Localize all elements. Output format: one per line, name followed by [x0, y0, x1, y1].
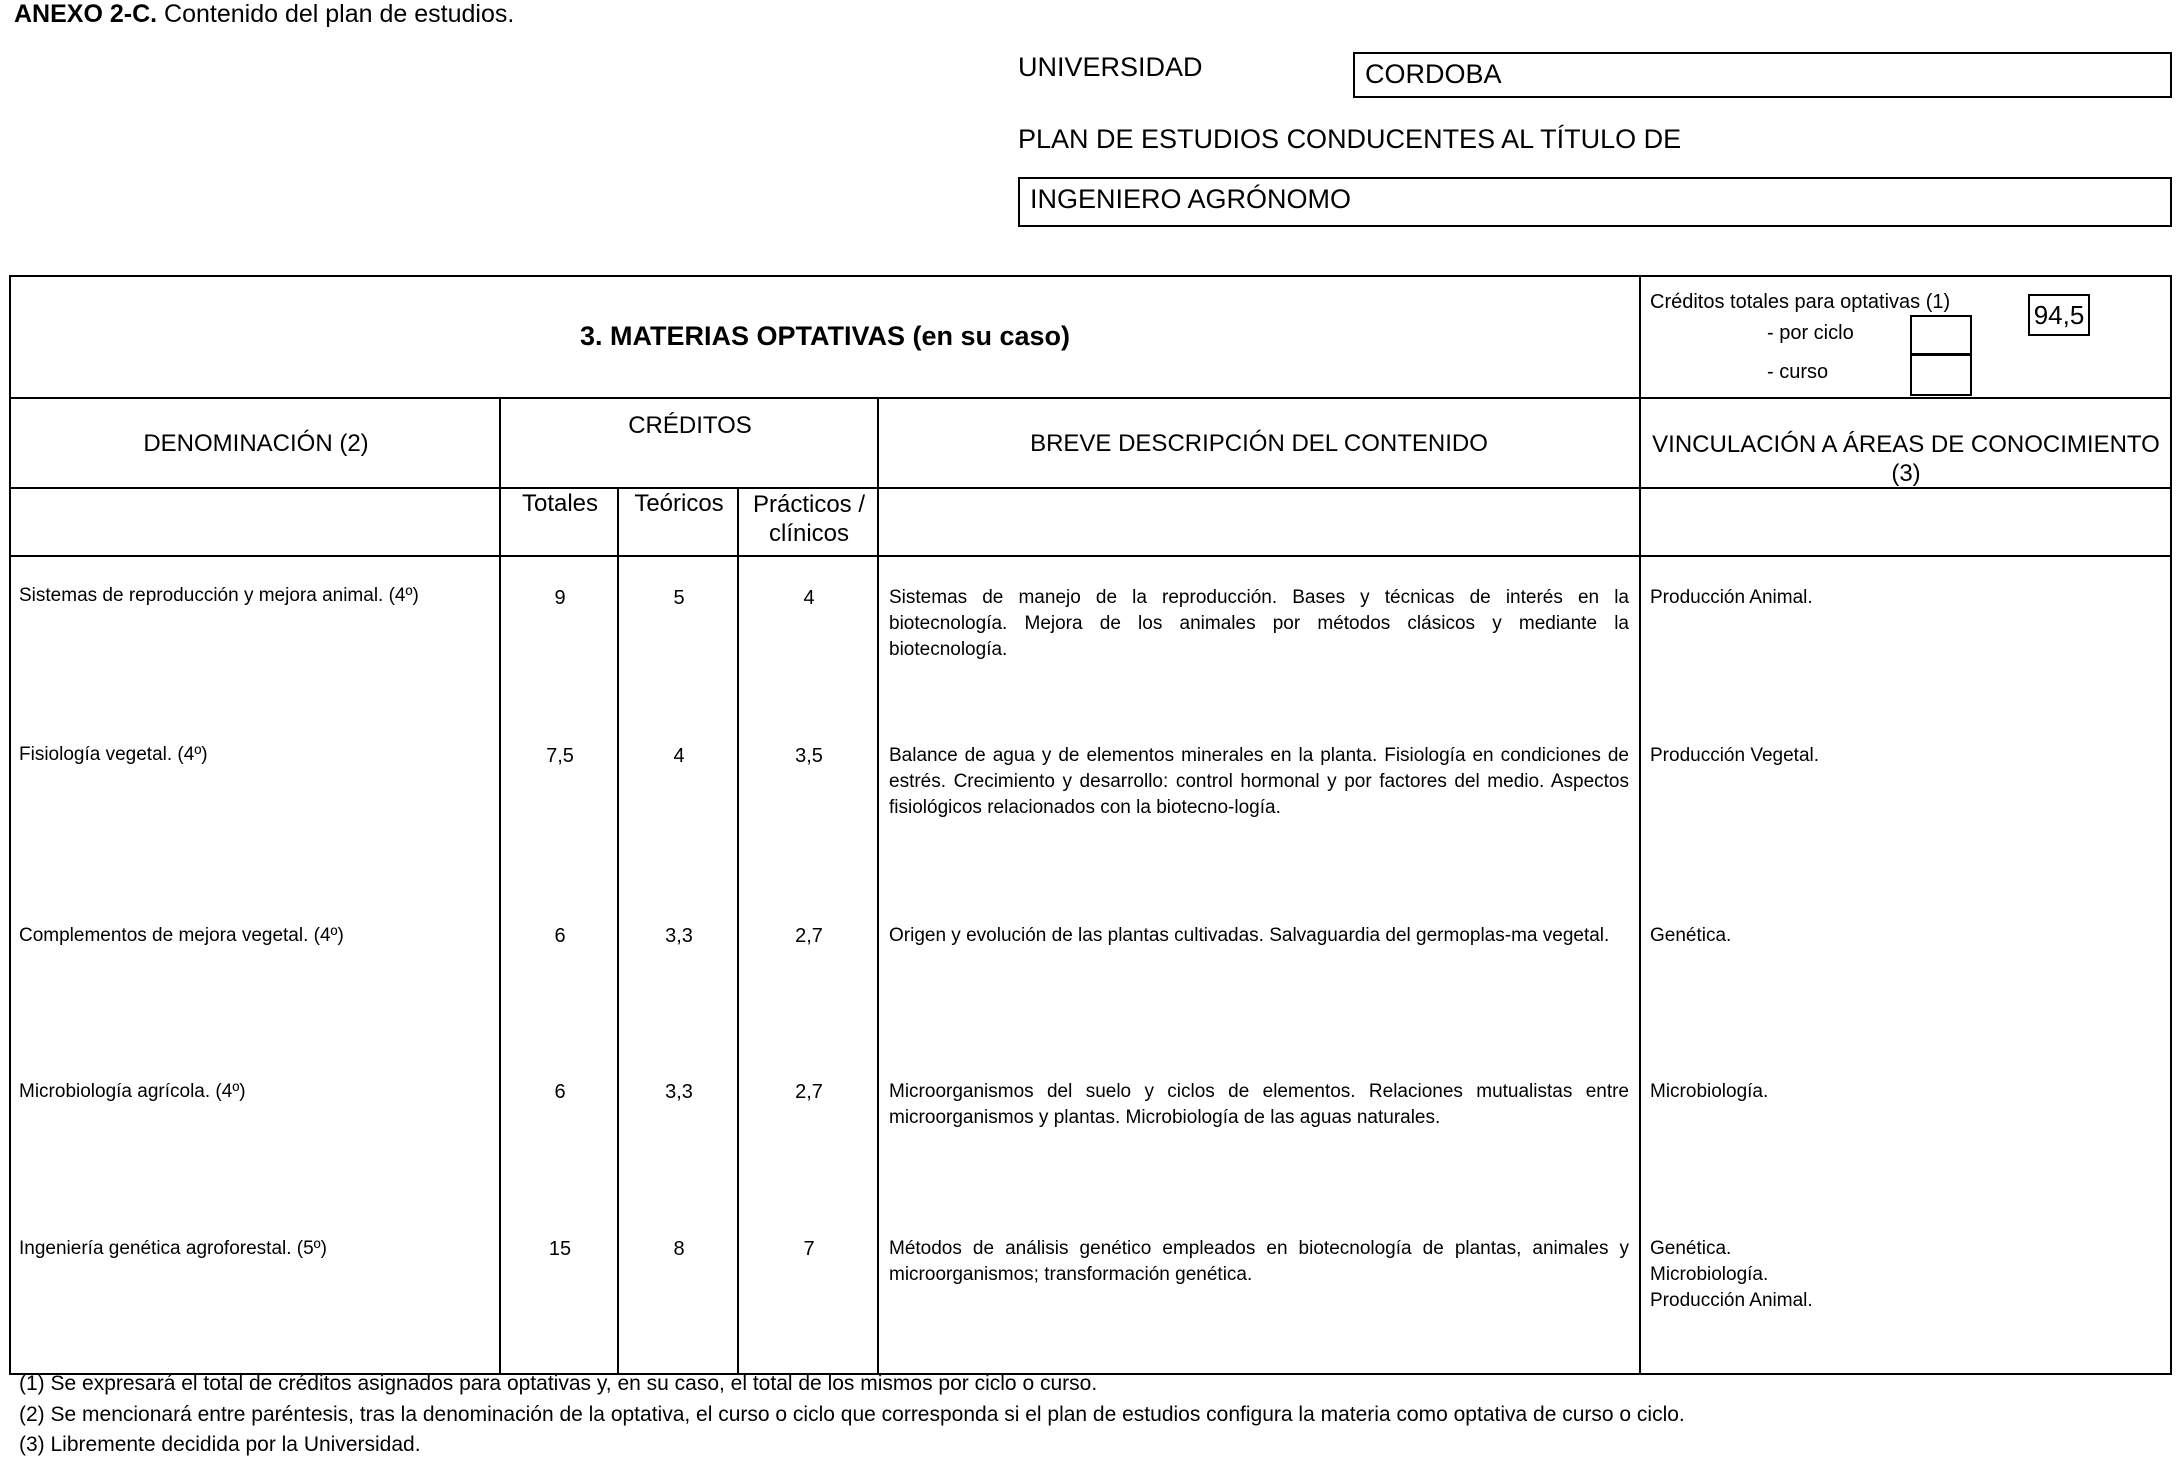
header-practicos: Prácticos / clínicos — [752, 491, 866, 547]
row-denominacion: Fisiología vegetal. (4º) — [19, 744, 208, 765]
row-practicos: 4 — [803, 587, 815, 609]
table-divider — [9, 555, 2172, 557]
footnote: (3) Libremente decidida por la Universidad. — [19, 1433, 421, 1456]
row-denominacion: Microbiología agrícola. (4º) — [19, 1081, 246, 1102]
universidad-label: UNIVERSIDAD — [1018, 52, 1203, 82]
header-creditos: CRÉDITOS — [628, 412, 752, 439]
row-teoricos: 3,3 — [665, 925, 693, 947]
row-totales: 6 — [554, 925, 566, 947]
footnote: (1) Se expresará el total de créditos asignados para optativas y, en su caso, el total de los mismos por ciclo o curso. — [19, 1372, 1098, 1395]
creditos-totales-box: 94,5 — [2028, 294, 2090, 336]
annex-description: Contenido del plan de estudios. — [157, 0, 515, 28]
curso-label: - curso — [1767, 361, 1829, 383]
row-practicos: 7 — [803, 1238, 815, 1260]
row-denominacion: Complementos de mejora vegetal. (4º) — [19, 925, 344, 946]
row-descripcion: Métodos de análisis genético empleados en biotecnología de plantas, animales y microorganismos; transformación genética. — [889, 1238, 1629, 1285]
row-vinculacion: Microbiología. — [1650, 1081, 1769, 1102]
curso-box — [1910, 354, 1972, 396]
row-vinculacion: Genética. — [1650, 925, 1732, 946]
row-teoricos: 8 — [673, 1238, 685, 1260]
row-totales: 6 — [554, 1081, 566, 1103]
row-descripcion: Microorganismos del suelo y ciclos de elementos. Relaciones mutualistas entre microorganismos y plantas. Microbiología de las aguas naturales. — [889, 1081, 1629, 1128]
creditos-totales-label: Créditos totales para optativas (1) — [1650, 291, 1951, 313]
row-vinculacion: Producción Animal. — [1650, 587, 1813, 608]
por-ciclo-label: - por ciclo — [1767, 322, 1854, 344]
header-vinculacion: VINCULACIÓN A ÁREAS DE CONOCIMIENTO (3) — [1652, 431, 2160, 487]
row-practicos: 2,7 — [795, 925, 823, 947]
row-totales: 9 — [554, 587, 566, 609]
row-practicos: 2,7 — [795, 1081, 823, 1103]
row-teoricos: 5 — [673, 587, 685, 609]
row-totales: 7,5 — [546, 745, 574, 767]
row-teoricos: 4 — [673, 745, 685, 767]
row-teoricos: 3,3 — [665, 1081, 693, 1103]
header-totales: Totales — [521, 490, 599, 517]
row-descripcion: Origen y evolución de las plantas cultivadas. Salvaguardia del germoplas-ma vegetal. — [889, 925, 1610, 946]
row-vinculacion: Genética. Microbiología. Producción Animal. — [1650, 1238, 1813, 1311]
table-divider — [9, 397, 2172, 399]
row-descripcion: Sistemas de manejo de la reproducción. Bases y técnicas de interés en la biotecnología. Mejora de los animales por métodos clásicos y mediante la biotecnología. — [889, 587, 1629, 660]
header-denominacion: DENOMINACIÓN (2) — [143, 430, 369, 457]
universidad-field: CORDOBA — [1353, 52, 2172, 98]
row-denominacion: Sistemas de reproducción y mejora animal. (4º) — [19, 585, 419, 606]
row-descripcion: Balance de agua y de elementos minerales en la planta. Fisiología en condiciones de estrés. Crecimiento y desarrollo: control hormonal y por factores del medio. Aspectos fisiológicos relacionados con la biotecno-logía. — [889, 745, 1629, 818]
section-title: 3. MATERIAS OPTATIVAS (en su caso) — [579, 320, 1071, 351]
header-descripcion: BREVE DESCRIPCIÓN DEL CONTENIDO — [1030, 430, 1488, 457]
por-ciclo-box — [1910, 315, 1972, 355]
annex-heading — [14, 0, 514, 29]
footnote: (2) Se mencionará entre paréntesis, tras la denominación de la optativa, el curso o ciclo que corresponda si el plan de estudios configura la materia como optativa de curso o ciclo. — [19, 1403, 1685, 1426]
row-denominacion: Ingeniería genética agroforestal. (5º) — [19, 1238, 327, 1259]
row-totales: 15 — [548, 1238, 572, 1260]
titulo-field: INGENIERO AGRÓNOMO — [1018, 177, 2172, 227]
annex-label: ANEXO 2-C. — [14, 0, 158, 28]
table-divider — [499, 397, 501, 1375]
row-practicos: 3,5 — [795, 745, 823, 767]
row-vinculacion: Producción Vegetal. — [1650, 745, 1820, 766]
plan-label: PLAN DE ESTUDIOS CONDUCENTES AL TÍTULO DE — [1018, 124, 1682, 154]
header-teoricos: Teóricos — [634, 490, 724, 517]
